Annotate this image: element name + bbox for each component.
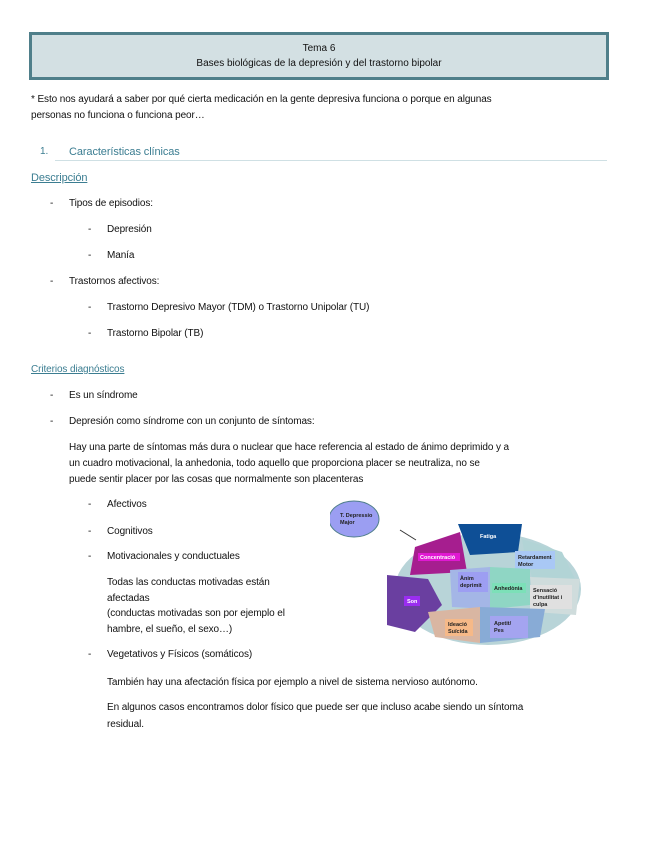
list-item: Tipos de episodios: xyxy=(69,198,153,209)
svg-text:Concentració: Concentració xyxy=(420,555,456,561)
intro-line: personas no funciona o funciona peor… xyxy=(31,110,205,121)
svg-text:Ideació: Ideació xyxy=(448,622,467,628)
subheading-criterios: Criterios diagnósticos xyxy=(31,364,125,375)
paragraph-line: Todas las conductas motivadas están xyxy=(107,577,270,588)
section-number: 1. xyxy=(40,146,49,157)
callout-bubble xyxy=(330,501,379,537)
svg-text:Suïcida: Suïcida xyxy=(448,629,468,635)
paragraph-line: un cuadro motivacional, la anhedonia, todo aquello que proporciona placer se neutraliza, no se xyxy=(69,458,480,469)
list-item: Motivacionales y conductuales xyxy=(107,551,240,562)
topic-number: Tema 6 xyxy=(302,43,336,54)
paragraph-line: También hay una afectación física por ejemplo a nivel de sistema nervioso autónomo. xyxy=(107,677,478,688)
svg-text:deprimit: deprimit xyxy=(460,583,482,589)
svg-text:Son: Son xyxy=(407,599,418,605)
paragraph-line: hambre, el sueño, el sexo…) xyxy=(107,624,233,635)
list-item: Es un síndrome xyxy=(69,390,138,401)
paragraph-line: En algunos casos encontramos dolor físico que puede ser que incluso acabe siendo un síntoma xyxy=(107,702,524,713)
svg-text:culpa: culpa xyxy=(533,602,548,608)
list-item: Manía xyxy=(107,250,135,261)
list-item: Trastornos afectivos: xyxy=(69,276,160,287)
document-page: Tema 6 Bases biológicas de la depresión y del trastorno bipolar * Esto nos ayudará a saber por qué cierta medicación en la gente depresiva funciona o porque en algunas personas no funciona o funciona peor… 1. Características clínicas Descripción - Tipos de episodios: - Depresión - Manía - Trastornos afectivos: - Trastorno Depresivo Mayor (TDM) o Trastorno Unipolar (TU) - Trastorno Bipolar (TB) Criterios diagnósticos - Es un síndrome - Depresión como síndrome con un conjunto de síntomas: Hay una parte de síntomas más dura o nuclear que hace referencia al estado de ánimo deprimido y a un cuadro motivacional, la anhedonia, todo aquello que proporciona placer se neutraliza, no se puede sentir placer por las cosas que normalmente son placenteras - Afectivos - Cognitivos - Motivacionales y conductuales Todas las conductas motivadas están afectadas (conductas motivadas son por ejemplo el hambre, el sueño, el sexo…) - Vegetativos y Físicos (somáticos) También hay una afectación física por ejemplo a nivel de sistema nervioso autónomo. En algunos casos encontramos dolor físico que puede ser que incluso acabe siendo un síntoma residual. T. Depressio Major Fatiga Retardament Motor Concentració Son Ànim deprimit Anhedònia Sensació d'inutilitat i culpa Ideació Suïcida Apetit/ Pes xyxy=(0,0,655,848)
list-item: Afectivos xyxy=(107,499,147,510)
svg-text:Anhedònia: Anhedònia xyxy=(494,586,523,592)
list-item: Cognitivos xyxy=(107,526,153,537)
paragraph-line: Hay una parte de síntomas más dura o nuclear que hace referencia al estado de ánimo deprimido y a xyxy=(69,442,510,453)
list-item: Trastorno Bipolar (TB) xyxy=(107,328,204,339)
topic-title: Bases biológicas de la depresión y del trastorno bipolar xyxy=(196,58,442,69)
svg-text:d'inutilitat i: d'inutilitat i xyxy=(533,595,563,601)
section-heading: Características clínicas xyxy=(69,146,180,158)
svg-text:Fatiga: Fatiga xyxy=(480,534,497,540)
svg-text:Sensació: Sensació xyxy=(533,588,558,594)
paragraph-line: afectadas xyxy=(107,593,150,604)
list-item: Depresión como síndrome con un conjunto de síntomas: xyxy=(69,416,315,427)
svg-text:Motor: Motor xyxy=(518,562,534,568)
list-item: Depresión xyxy=(107,224,152,235)
intro-line: * Esto nos ayudará a saber por qué cierta medicación en la gente depresiva funciona o porque en algunas xyxy=(31,94,492,105)
paragraph-line: puede sentir placer por las cosas que normalmente son placenteras xyxy=(69,474,364,485)
title-box xyxy=(29,32,609,80)
svg-text:Retardament: Retardament xyxy=(518,555,552,561)
svg-text:Pes: Pes xyxy=(494,628,504,634)
callout-text: Major xyxy=(340,520,355,526)
callout-text: T. Depressio xyxy=(340,513,373,519)
section-divider xyxy=(55,160,607,161)
subheading-descripcion: Descripción xyxy=(31,172,88,184)
arrow-icon xyxy=(400,530,416,540)
list-item: Vegetativos y Físicos (somáticos) xyxy=(107,649,253,660)
paragraph-line: (conductas motivadas son por ejemplo el xyxy=(107,608,285,619)
symptoms-diagram xyxy=(330,497,590,657)
list-item: Trastorno Depresivo Mayor (TDM) o Trastorno Unipolar (TU) xyxy=(107,302,370,313)
svg-text:Apetit/: Apetit/ xyxy=(494,621,512,627)
svg-text:Ànim: Ànim xyxy=(460,576,474,582)
paragraph-line: residual. xyxy=(107,719,144,730)
